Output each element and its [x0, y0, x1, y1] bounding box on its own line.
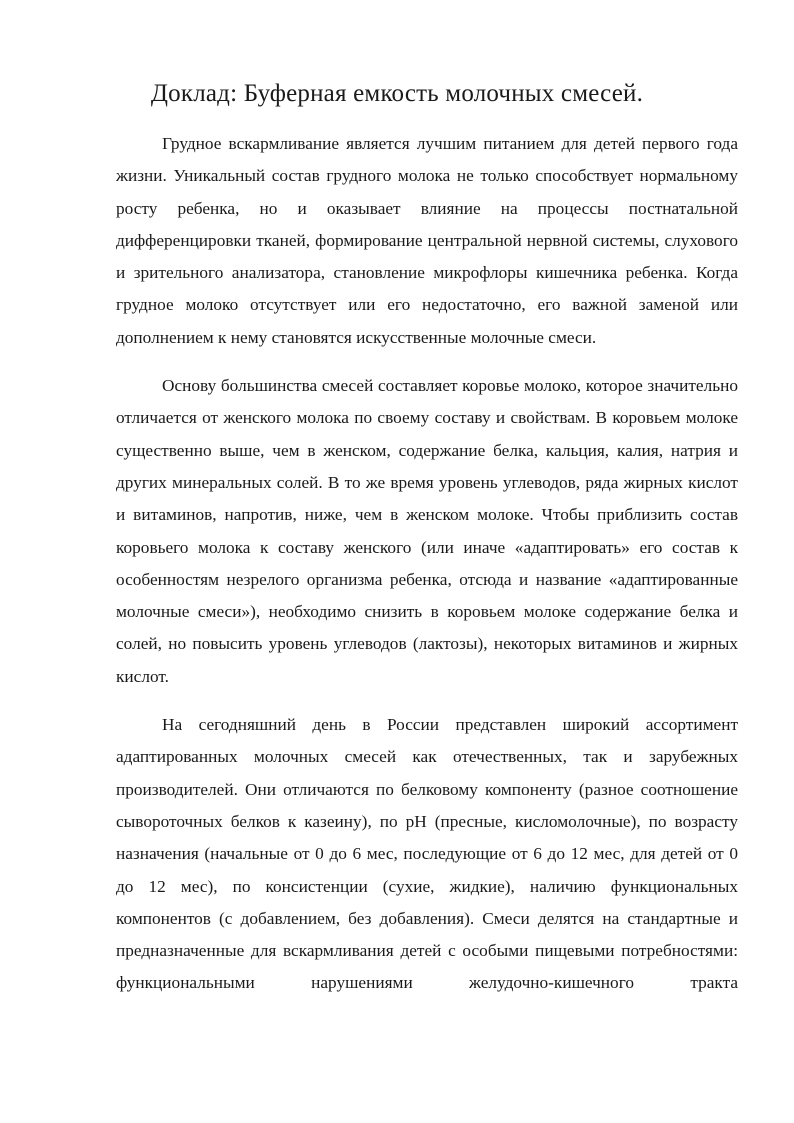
- paragraph-2: Основу большинства смесей составляет коровье молоко, которое значительно отличается от женского молока по своему составу и свойствам. В коровьем молоке существенно выше, чем в женском, содержание белка, кальция, калия, натрия и других минеральных солей. В то же время уровень углеводов, ряда жирных кислот и витаминов, напротив, ниже, чем в женском молоке. Чтобы приблизить состав коровьего молока к составу женского (или иначе «адаптировать» его состав к особенностям незрелого организма ребенка, отсюда и название «адаптированные молочные смеси»), необходимо снизить в коровьем молоке содержание белка и солей, но повысить уровень углеводов (лактозы), некоторых витаминов и жирных кислот.: [116, 376, 738, 686]
- paragraph-1: Грудное вскармливание является лучшим питанием для детей первого года жизни. Уникальный состав грудного молока не только способствует нормальному росту ребенка, но и оказывает влияние на процессы постнатальной дифференцировки тканей, формирование центральной нервной системы, слухового и зрительного анализатора, становление микрофлоры кишечника ребенка. Когда грудное молоко отсутствует или его недостаточно, его важной заменой или дополнением к нему становятся искусственные молочные смеси.: [116, 134, 738, 347]
- document-body: [116, 128, 738, 1016]
- paragraph-3: На сегодняшний день в России представлен широкий ассортимент адаптированных молочных смесей как отечественных, так и зарубежных производителей. Они отличаются по белковому компоненту (разное соотношение сывороточных белков к казеину), по pH (пресные, кисломолочные), по возрасту назначения (начальные от 0 до 6 мес, последующие от 6 до 12 мес, для детей от 0 до 12 мес), по консистенции (сухие, жидкие), наличию функциональных компонентов (с добавлением, без добавления). Смеси делятся на стандартные и предназначенные для вскармливания детей с особыми пищевыми потребностями: функциональными нарушениями желудочно-кишечного тракта: [116, 715, 738, 993]
- document-title: Доклад: Буферная емкость молочных смесей.: [150, 80, 644, 107]
